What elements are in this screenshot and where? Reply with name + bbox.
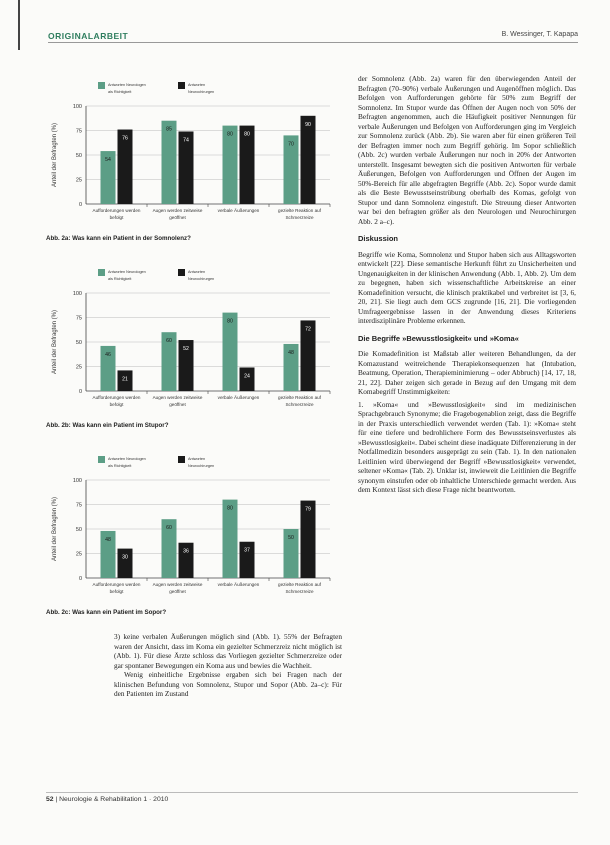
legend-swatch [178, 269, 185, 276]
y-tick-label: 50 [75, 527, 82, 533]
y-tick-label: 25 [75, 364, 82, 371]
data-label: 54 [105, 157, 111, 164]
y-axis-label: Anteil der Befragten (%) [52, 309, 58, 375]
data-label: 50 [288, 535, 294, 541]
paragraph: Die Komadefinition ist Maßstab aller weiteren Behandlungen, da der Komazustand weitreichende Therapiekonsequenzen hat (Intubation, Beatmung, Operation, Therapieminimierung – oder Abbruch) [14, 17, 18, 21, 22]. Daher zeigen sich gerade in Bezug auf den Umgang mit dem Komabegriff Unstimmigkeiten: [358, 349, 576, 396]
author-header: B. Wessinger, T. Kapapa [501, 31, 578, 38]
paragraph: der Somnolenz (Abb. 2a) waren für den überwiegenden Anteil der Befragten (70–90%) verbale Äußerungen und Augenöffnen möglich. Das Befolgen von Aufforderungen gehörte für 50% zum Begriff der Somnolenz. Im Stupor wurde das Öffnen der Augen noch von 50% der Befragten angenommen, auch die Häufigkeit positiver Nennungen für verbale Äußerungen und Befolgen von Aufforderungen ging im Vergleich zur Somnolenz zurück (Abb. 2b). Sie waren aber für einen größeren Teil der Befragten immer noch zum Begriff gehörig. Im Sopor schließlich (Abb. 2c) wurden verbale Äußerungen nur noch in 20% der Antworten unterstellt. Insgesamt bewegten sich die positiven Antworten für verbale Äußerungen, Befolgen von Aufforderungen und Öffnen der Augen im 50%-Bereich für alle abgefragten Begriffe (Abb. 2c). Sopor wurde damit als die Beste Bewusstseinstrübung oberhalb des Komas, gefolgt von Stupor und dann Somnolenz eingestuft. Die Streuung dieser Antworten war bei den befragten größer als den Neurologen und Neurochirurgen Abb. 2 a–c). [358, 74, 576, 226]
data-label: 52 [183, 346, 189, 353]
x-tick-label: Augen werden zeitweise geöffnet [152, 395, 203, 407]
x-tick-label: Aufforderungen werden befolgt [92, 395, 141, 407]
paragraph: Begriffe wie Koma, Somnolenz und Stupor haben sich aus Alltagsworten entwickelt [22]. Diese semantische Herkunft führt zu Unsicherheiten und Ungenauigkeiten in der klinischen Anwendung (Abb. 1, Abb. 2). Um dem zu begegnen, haben sich wissenschaftliche Arbeitskreise an einer Komadefinition versucht, die klinisch praktikabel und verbreitet ist [3, 6, 20, 21]. Sie liegt auch dem GCS zugrunde [16, 21]. Die vorliegenden Umfrageergebnisse lassen in der Anwendung dieses Kriteriens interdisziplinäre Probleme erkennen. [358, 249, 576, 325]
legend-swatch [98, 269, 105, 276]
x-tick-label: gezielte Reaktion auf Schmerzreize [278, 395, 321, 407]
legend-label: Antworten Neurologen als Richtigkeit [108, 270, 146, 281]
data-label: 70 [288, 141, 294, 148]
x-tick-label: Augen werden zeitweise geöffnet [152, 208, 203, 220]
y-tick-label: 0 [78, 576, 82, 582]
bar [301, 116, 316, 204]
journal-name: Neurologie & Rehabilitation 1 · 2010 [59, 796, 169, 803]
x-tick-label: verbale Äußerungen [217, 582, 260, 587]
bar [162, 121, 177, 204]
y-tick-label: 75 [75, 128, 82, 135]
data-label: 30 [122, 554, 128, 561]
y-axis-label: Anteil der Befragten (%) [52, 496, 58, 562]
legend-label: Antworten Neurochirurgen [188, 457, 215, 468]
left-bottom-text [114, 632, 342, 699]
legend-swatch [98, 456, 105, 463]
footer: 52 | Neurologie & Rehabilitation 1 · 2010 [46, 796, 169, 803]
legend-label: Antworten Neurologen als Richtigkeit [108, 457, 146, 468]
chart-2b-svg [44, 265, 342, 417]
caption-2b: Abb. 2b: Was kann ein Patient im Stupor? [46, 422, 169, 429]
right-column [358, 74, 576, 495]
paragraph: Wenig einheitliche Ergebnisse ergaben sich bei Fragen nach der klinischen Befundung von Somnolenz, Stupor und Sopor (Abb. 2a–c): Für den Patienten im Zustand [114, 670, 342, 698]
chart-2b [44, 265, 342, 417]
data-label: 46 [105, 351, 111, 358]
y-tick-label: 0 [78, 202, 82, 208]
y-tick-label: 25 [75, 177, 82, 184]
bar [118, 549, 133, 578]
legend-swatch [178, 456, 185, 463]
legend-swatch [98, 82, 105, 89]
y-tick-label: 50 [75, 153, 82, 159]
page-number: 52 [46, 796, 54, 803]
chart-2c-svg [44, 452, 342, 604]
y-axis-label: Anteil der Befragten (%) [52, 122, 58, 188]
y-tick-label: 100 [72, 291, 82, 297]
caption-2c: Abb. 2c: Was kann ein Patient im Sopor? [46, 609, 167, 616]
data-label: 60 [166, 525, 172, 532]
data-label: 80 [244, 131, 250, 138]
caption-2a: Abb. 2a: Was kann ein Patient in der Somnolenz? [46, 235, 191, 242]
data-label: 80 [227, 318, 233, 325]
data-label: 21 [122, 376, 128, 383]
data-label: 80 [227, 505, 233, 512]
data-label: 48 [105, 536, 111, 543]
data-label: 36 [183, 548, 189, 555]
y-tick-label: 75 [75, 502, 82, 509]
x-tick-label: verbale Äußerungen [217, 395, 260, 400]
section-heading-terms: Die Begriffe »Bewusstlosigkeit« und »Koma« [358, 333, 519, 343]
legend-label: Antworten Neurologen als Richtigkeit [108, 83, 146, 94]
x-tick-label: verbale Äußerungen [217, 208, 260, 213]
list-item: 1. »Koma« und »Bewusstlosigkeit« sind im medizinischen Sprachgebrauch Synonyme; die Fragebogenablion zeigt, dass die Begriffe in der Praxis unterschiedlich verwendet werden (Tab. 1): »Koma« steht für eine tiefere und bedrohlichere Form des Bewusstseinsverlustes als »Bewusstlosigkeit«. Dabei scheint diese inadäquate Differenzierung in der Notfallmedizin besonders ausgeprägt zu sein (Tab. 1). In den nationalen Leitlinien wird überwiegend der Begriff »Bewusstlosigkeit« verwendet, seltener »Koma« (Tab. 2). Unklar ist, inwieweit die Leitlinien die Begriffe synonym einstufen oder ob inhaltliche Unterschiede gemacht werden. Aus dem Kontext lässt sich diese Frage nicht beantworten. [358, 399, 576, 494]
data-label: 76 [122, 135, 128, 142]
data-label: 48 [288, 349, 294, 356]
chart-2a-svg [44, 78, 342, 230]
paragraph: 3) keine verbalen Äußerungen möglich sind (Abb. 1). 55% der Befragten waren der Ansicht, dass im Koma ein gezielter Schmerzreiz nicht möglich ist (Abb. 1). Für diese Ärzte schloss das Vorliegen gezielter Schmerzreize oder gar spontaner Bewegungen ein Koma aus und bewies die Wachheit. [114, 632, 342, 670]
data-label: 80 [227, 131, 233, 138]
data-label: 60 [166, 338, 172, 345]
x-tick-label: gezielte Reaktion auf Schmerzreize [278, 582, 321, 594]
data-label: 90 [305, 121, 311, 128]
x-tick-label: Aufforderungen werden befolgt [92, 208, 141, 220]
section-label: ORIGINALARBEIT [48, 31, 129, 41]
y-tick-label: 100 [72, 104, 82, 110]
legend-swatch [178, 82, 185, 89]
header-rule [48, 42, 578, 43]
section-heading-discussion: Diskussion [358, 234, 399, 243]
y-tick-label: 50 [75, 340, 82, 346]
data-label: 79 [305, 506, 311, 513]
legend-label: Antworten Neurochirurgen [188, 270, 215, 281]
data-label: 24 [244, 373, 250, 380]
data-label: 85 [166, 126, 172, 133]
legend-label: Antworten Neurochirurgen [188, 83, 215, 94]
data-label: 74 [183, 137, 189, 144]
chart-2a [44, 78, 342, 230]
footer-rule [46, 792, 578, 793]
y-tick-label: 100 [72, 478, 82, 484]
y-tick-label: 25 [75, 551, 82, 558]
x-tick-label: Augen werden zeitweise geöffnet [152, 582, 203, 594]
y-tick-label: 75 [75, 315, 82, 322]
x-tick-label: gezielte Reaktion auf Schmerzreize [278, 208, 321, 220]
y-tick-label: 0 [78, 389, 82, 395]
chart-2c [44, 452, 342, 604]
data-label: 72 [305, 326, 311, 333]
x-tick-label: Aufforderungen werden befolgt [92, 582, 141, 594]
margin-line [18, 0, 20, 50]
data-label: 37 [244, 547, 250, 554]
